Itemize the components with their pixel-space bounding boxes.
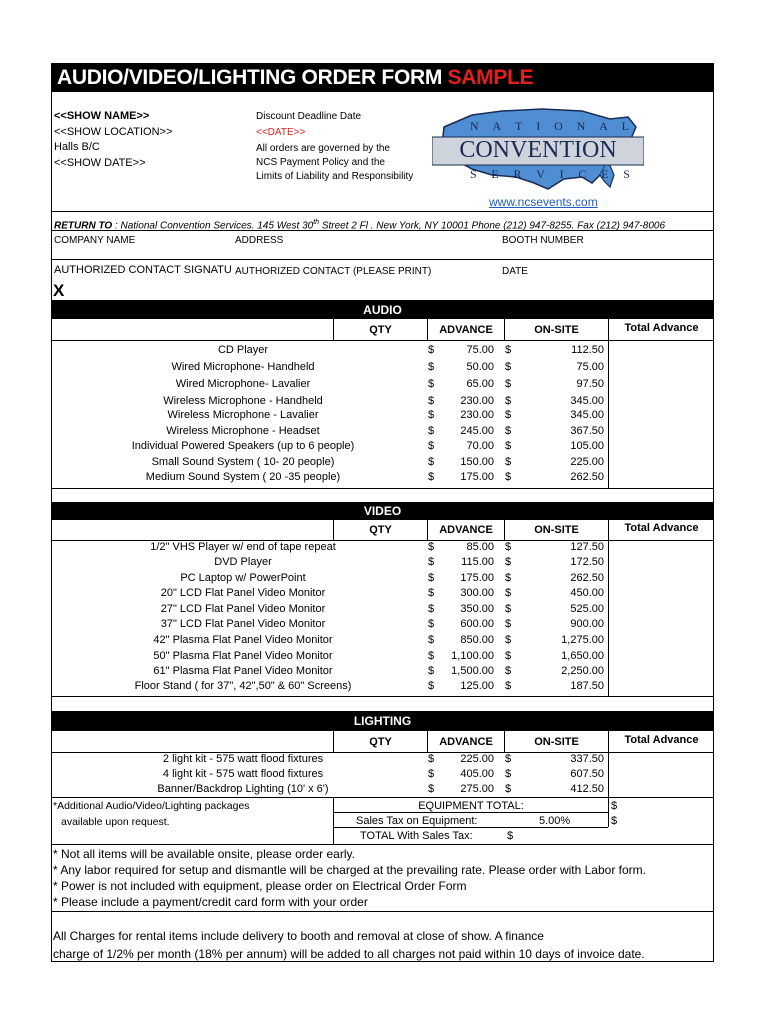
equipment-total-label: EQUIPMENT TOTAL: — [418, 800, 524, 812]
list-item: 4 light kit - 575 watt flood fixtures $ 405.00 $ 607.50 — [162, 768, 604, 780]
sales-tax-label: Sales Tax on Equipment: — [356, 815, 478, 827]
video-section-title: VIDEO — [363, 504, 402, 518]
list-item: Medium Sound System ( 20 -35 people) $ 175.00 $ 262.50 — [145, 471, 604, 483]
list-item: 2 light kit - 575 watt flood fixtures $ 225.00 $ 337.50 — [162, 753, 604, 765]
note-line: * Please include a payment/credit card form with your order — [53, 895, 368, 909]
list-item: Wired Microphone- Handheld $ 50.00 $ 75.00 — [171, 361, 604, 373]
equipment-total-currency: $ — [611, 800, 618, 812]
deadline-date: <<DATE>> — [256, 127, 306, 138]
divider — [51, 211, 714, 212]
divider — [51, 259, 714, 260]
sample-label: SAMPLE — [447, 66, 534, 89]
advance-header: ADVANCE — [439, 324, 493, 336]
note-line: * Power is not included with equipment, please order on Electrical Order Form — [53, 879, 467, 893]
divider — [51, 844, 714, 845]
form-title: AUDIO/VIDEO/LIGHTING ORDER FORM — [57, 66, 443, 89]
list-item: 1/2" VHS Player w/ end of tape repeat $ 85.00 $ 127.50 — [150, 541, 604, 553]
audio-section-bar — [51, 300, 714, 319]
list-item: Individual Powered Speakers (up to 6 people) $ 70.00 $ 105.00 — [131, 440, 604, 452]
booth-number-field[interactable]: BOOTH NUMBER — [502, 235, 584, 246]
list-item: Wired Microphone- Lavalier $ 65.00 $ 97.50 — [175, 378, 604, 390]
deadline-label: Discount Deadline Date — [256, 111, 362, 122]
charges-line-2: charge of 1/2% per month (18% per annum) will be added to all charges not paid within 10 days of invoice date. — [53, 947, 645, 961]
list-item: Wireless Microphone - Headset $ 245.00 $ 367.50 — [166, 425, 604, 437]
return-to-line: RETURN TO : National Convention Services. 145 West 30th Street 2 Fl . New York, NY 10001 Phone (212) 947-8255. Fax (212) 947-8006 — [54, 219, 665, 232]
list-item: PC Laptop w/ PowerPoint $ 175.00 $ 262.50 — [180, 572, 604, 584]
divider — [51, 911, 714, 912]
list-item: Wireless Microphone - Handheld $ 230.00 $ 345.00 — [163, 395, 604, 407]
sales-tax-rate: 5.00% — [539, 815, 571, 827]
divider — [51, 488, 714, 489]
sales-tax-currency: $ — [611, 815, 618, 827]
print-name-field[interactable]: AUTHORIZED CONTACT (PLEASE PRINT) — [235, 266, 432, 277]
lighting-section-bar — [51, 711, 714, 731]
divider — [608, 797, 609, 827]
advance-header: ADVANCE — [439, 736, 493, 748]
policy-line-3: Limits of Liability and Responsibility — [256, 171, 414, 182]
qty-header: QTY — [369, 524, 392, 536]
list-item: Small Sound System ( 10- 20 people) $ 150.00 $ 225.00 — [151, 456, 604, 468]
charges-line-1: All Charges for rental items include delivery to booth and removal at close of show. A finance — [53, 929, 544, 943]
advance-header: ADVANCE — [439, 524, 493, 536]
total-advance-header: Total Advance — [624, 522, 699, 534]
list-item: Floor Stand ( for 37", 42",50" & 60" Screens) $ 125.00 $ 187.50 — [134, 680, 604, 692]
date-field[interactable]: DATE — [502, 266, 528, 277]
show-location: <<SHOW LOCATION>> — [54, 126, 173, 138]
qty-header: QTY — [369, 736, 392, 748]
list-item: Wireless Microphone - Lavalier $ 230.00 $ 345.00 — [167, 409, 604, 421]
divider — [51, 696, 714, 697]
list-item: CD Player $ 75.00 $ 112.50 — [217, 344, 604, 356]
total-with-tax-currency: $ — [507, 830, 514, 842]
return-to-label: RETURN TO — [54, 220, 113, 232]
list-item: 27" LCD Flat Panel Video Monitor $ 350.00 $ 525.00 — [160, 603, 604, 615]
total-with-tax-label: TOTAL With Sales Tax: — [360, 830, 473, 842]
policy-line-2: NCS Payment Policy and the — [256, 157, 385, 168]
video-section-bar — [51, 502, 714, 520]
note-line: * Any labor required for setup and dismantle will be charged at the prevailing rate. Please order with Labor form. — [53, 863, 646, 877]
divider — [51, 230, 714, 231]
show-name: <<SHOW NAME>> — [54, 110, 150, 122]
packages-note-line-1: *Additional Audio/Video/Lighting packages — [53, 800, 250, 812]
website-link[interactable]: www.ncsevents.com — [489, 195, 598, 209]
list-item: 50" Plasma Flat Panel Video Monitor $ 1,100.00 $ 1,650.00 — [153, 650, 604, 662]
address-field[interactable]: ADDRESS — [235, 235, 284, 246]
total-advance-header: Total Advance — [624, 734, 699, 746]
logo-convention-word: CONVENTION — [459, 137, 617, 163]
onsite-header: ON-SITE — [534, 324, 579, 336]
ncs-logo — [432, 97, 644, 197]
show-date: <<SHOW DATE>> — [54, 157, 146, 169]
logo-top-letters: N A T I O N A L — [470, 119, 630, 133]
show-halls: Halls B/C — [54, 141, 100, 153]
title-bar — [51, 63, 714, 92]
qty-header: QTY — [369, 324, 392, 336]
onsite-header: ON-SITE — [534, 736, 579, 748]
company-name-field[interactable]: COMPANY NAME — [54, 235, 136, 246]
note-line: * Not all items will be available onsite, please order early. — [53, 847, 355, 861]
policy-line-1: All orders are governed by the — [256, 143, 390, 154]
list-item: DVD Player $ 115.00 $ 172.50 — [214, 556, 604, 568]
return-address: National Convention Services. 145 West 30 — [120, 220, 314, 232]
lighting-section-title: LIGHTING — [353, 714, 412, 728]
list-item: 37" LCD Flat Panel Video Monitor $ 600.00 $ 900.00 — [160, 618, 604, 630]
signature-x-mark: X — [53, 281, 65, 300]
list-item: 42" Plasma Flat Panel Video Monitor $ 850.00 $ 1,275.00 — [153, 634, 604, 646]
divider — [51, 340, 714, 341]
total-advance-header: Total Advance — [624, 322, 699, 334]
logo-bottom-letters: S E R V I C E S — [470, 167, 630, 181]
audio-section-title: AUDIO — [363, 303, 402, 317]
signature-field[interactable]: AUTHORIZED CONTACT SIGNATU — [54, 264, 232, 276]
packages-note-line-2: available upon request. — [61, 816, 170, 828]
divider — [51, 797, 714, 798]
list-item: 20" LCD Flat Panel Video Monitor $ 300.00 $ 450.00 — [160, 587, 604, 599]
onsite-header: ON-SITE — [534, 524, 579, 536]
list-item: Banner/Backdrop Lighting (10' x 6') $ 275.00 $ 412.50 — [157, 783, 604, 795]
list-item: 61" Plasma Flat Panel Video Monitor $ 1,500.00 $ 2,250.00 — [153, 665, 604, 677]
